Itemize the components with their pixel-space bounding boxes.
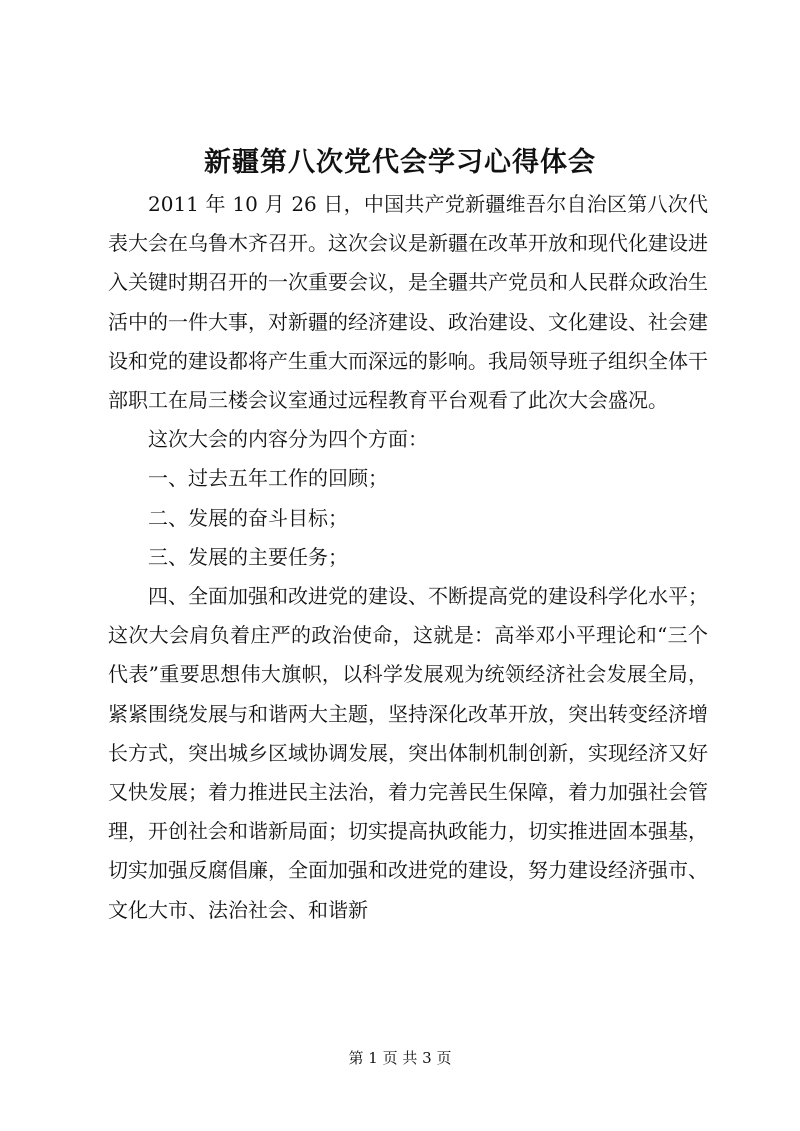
paragraph-content-overview: 这次大会的内容分为四个方面： bbox=[148, 427, 428, 452]
list-item-review: 一、过去五年工作的回顾； bbox=[148, 466, 388, 491]
document-title: 新疆第八次党代会学习心得体会 bbox=[204, 147, 596, 178]
paragraph-intro: 2011 年 10 月 26 日，中国共产党新疆维吾尔自治区第八次代表大会在乌鲁木齐召开。这次会议是新疆在改革开放和现代化建设进入关键时期召开的一次重要会议，是全疆共产党员和人民群众政治生活中的一件大事，对新疆的经济建设、政治建设、文化建设、社会建设和党的建设都将产生重大而深远的影响。我局领导班子组织全体干部职工在局三楼会议室通过远程教育平台观看了此次大会盛况。 bbox=[108, 192, 708, 413]
list-item-goals: 二、发展的奋斗目标； bbox=[148, 505, 348, 530]
document-body bbox=[108, 185, 708, 930]
list-item-party-building: 四、全面加强和改进党的建设、不断提高党的建设科学化水平；这次大会肩负着庄严的政治使命，这就是：高举邓小平理论和“三个代表”重要思想伟大旗帜，以科学发展观为统领经济社会发展全局，紧紧围绕发展与和谐两大主题，坚持深化改革开放，突出转变经济增长方式，突出城乡区域协调发展，突出体制机制创新，实现经济又好又快发展；着力推进民主法治，着力完善民生保障，着力加强社会管理，开创社会和谐新局面；切实提高执政能力，切实推进固本强基，切实加强反腐倡廉，全面加强和改进党的建设，努力建设经济强市、文化大市、法治社会、和谐新 bbox=[108, 584, 708, 922]
list-item-tasks: 三、发展的主要任务； bbox=[148, 544, 348, 569]
page-number-footer: 第 1 页 共 3 页 bbox=[348, 1049, 452, 1067]
